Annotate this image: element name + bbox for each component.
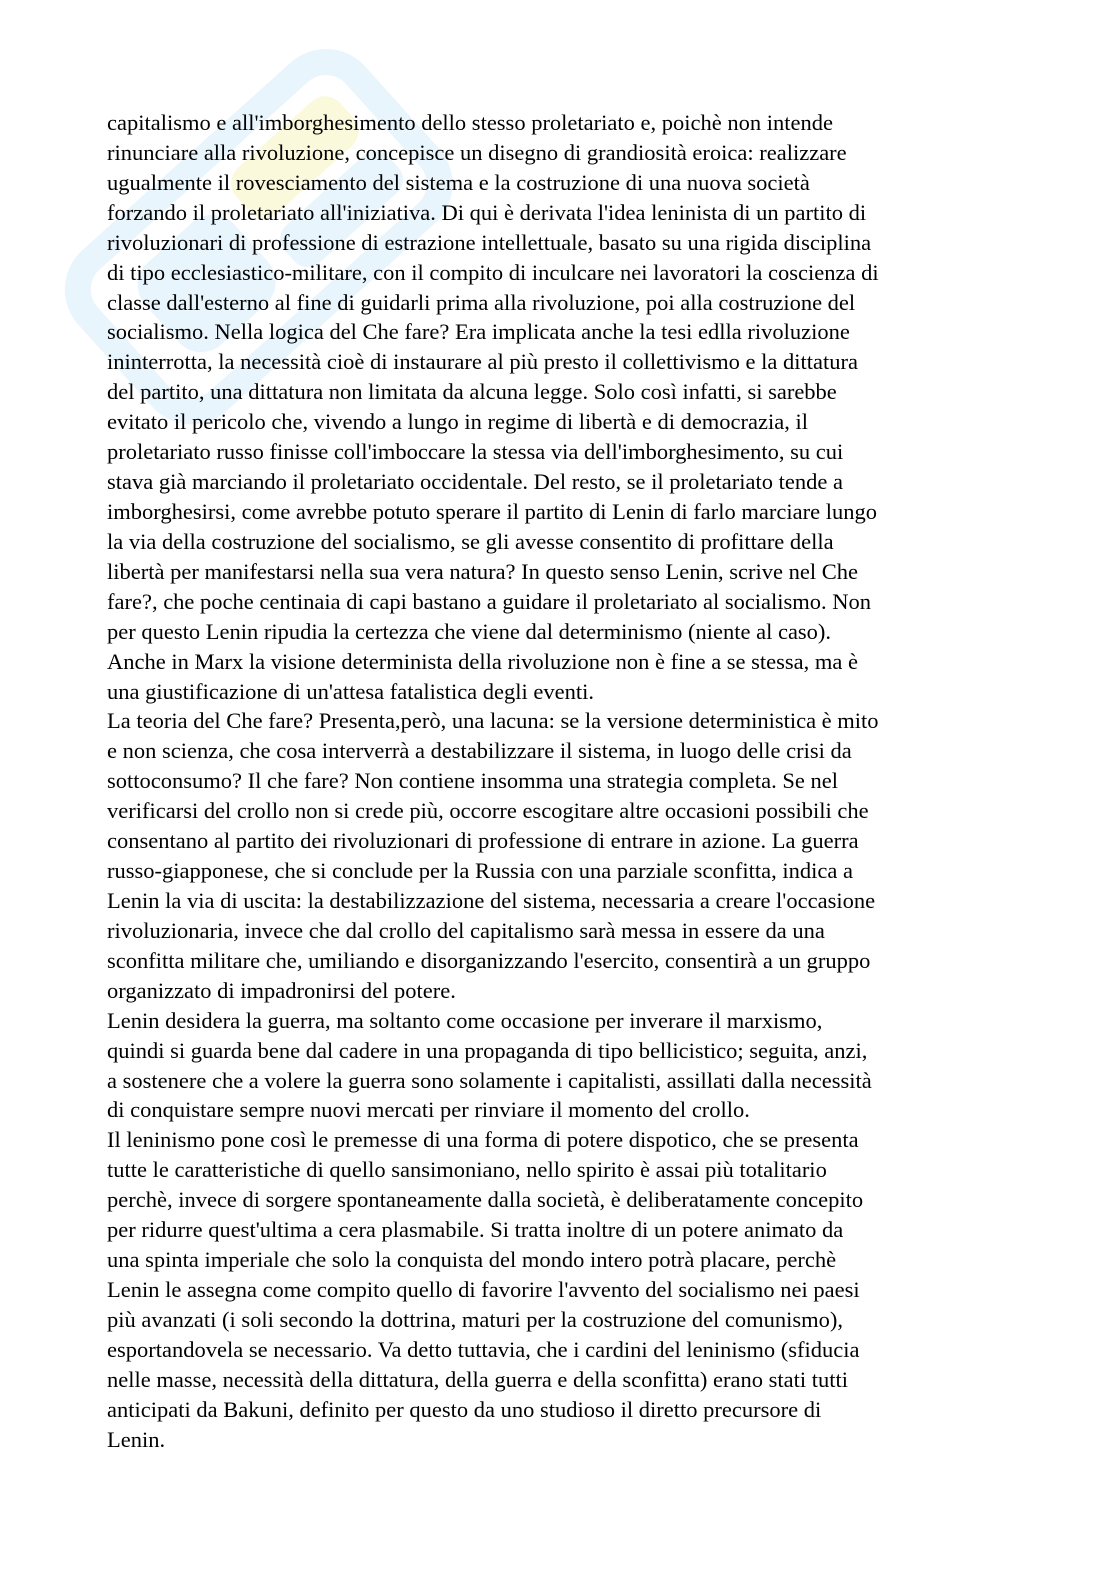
paragraph	[107, 1125, 1067, 1454]
text-line: evitato il pericolo che, vivendo a lungo in regime di libertà e di democrazia, il	[107, 409, 809, 435]
text-line: più avanzati (i soli secondo la dottrina, maturi per la costruzione del comunismo),	[107, 1306, 844, 1332]
text-line: una spinta imperiale che solo la conquista del mondo intero potrà placare, perchè	[107, 1247, 837, 1273]
text-line: la via della costruzione del socialismo, se gli avesse consentito di profittare della	[107, 528, 834, 554]
text-line: ugualmente il rovesciamento del sistema e la costruzione di una nuova società	[107, 169, 810, 195]
text-line: di conquistare sempre nuovi mercati per rinviare il momento del crollo.	[107, 1097, 750, 1123]
text-line: per ridurre quest'ultima a cera plasmabile. Si tratta inoltre di un potere animato da	[107, 1217, 844, 1243]
text-line: perchè, invece di sorgere spontaneamente dalla società, è deliberatamente concepito	[107, 1187, 864, 1213]
text-line: sconfitta militare che, umiliando e disorganizzando l'esercito, consentirà a un gruppo	[107, 947, 871, 973]
paragraph	[107, 706, 1067, 1005]
text-line: libertà per manifestarsi nella sua vera natura? In questo senso Lenin, scrive nel Che	[107, 558, 858, 584]
text-line: russo-giapponese, che si conclude per la Russia con una parziale sconfitta, indica a	[107, 858, 853, 884]
text-line: rinunciare alla rivoluzione, concepisce un disegno di grandiosità eroica: realizzare	[107, 139, 847, 165]
text-line: proletariato russo finisse coll'imboccare la stessa via dell'imborghesimento, su cui	[107, 439, 844, 465]
text-line: forzando il proletariato all'iniziativa. Di qui è derivata l'idea leninista di un partito di	[107, 199, 867, 225]
text-line: e non scienza, che cosa interverrà a destabilizzare il sistema, in luogo delle crisi da	[107, 738, 852, 764]
text-line: tutte le caratteristiche di quello sansimoniano, nello spirito è assai più totalitario	[107, 1157, 827, 1183]
paragraph	[107, 108, 1067, 706]
text-line: anticipati da Bakuni, definito per questo da uno studioso il diretto precursore di	[107, 1396, 822, 1422]
text-line: consentano al partito dei rivoluzionari di professione di entrare in azione. La guerra	[107, 828, 859, 854]
text-line: sottoconsumo? Il che fare? Non contiene insomma una strategia completa. Se nel	[107, 768, 839, 794]
text-line: Lenin desidera la guerra, ma soltanto come occasione per inverare il marxismo,	[107, 1007, 823, 1033]
text-line: imborghesirsi, come avrebbe potuto sperare il partito di Lenin di farlo marciare lungo	[107, 498, 877, 524]
text-line: stava già marciando il proletariato occidentale. Del resto, se il proletariato tende a	[107, 469, 843, 495]
text-line: Lenin le assegna come compito quello di favorire l'avvento del socialismo nei paesi	[107, 1276, 860, 1302]
text-line: a sostenere che a volere la guerra sono solamente i capitalisti, assillati dalla necessità	[107, 1067, 872, 1093]
text-line: per questo Lenin ripudia la certezza che viene dal determinismo (niente al caso).	[107, 618, 832, 644]
text-line: quindi si guarda bene dal cadere in una propaganda di tipo bellicistico; seguita, anzi,	[107, 1037, 868, 1063]
text-line: Lenin.	[107, 1426, 166, 1452]
text-line: una giustificazione di un'attesa fatalistica degli eventi.	[107, 678, 595, 704]
text-line: verificarsi del crollo non si crede più, occorre escogitare altre occasioni possibili che	[107, 798, 869, 824]
text-line: Il leninismo pone così le premesse di una forma di potere dispotico, che se presenta	[107, 1127, 859, 1153]
text-line: di tipo ecclesiastico-militare, con il compito di inculcare nei lavoratori la coscienza di	[107, 259, 879, 285]
text-line: rivoluzionaria, invece che dal crollo del capitalismo sarà messa in essere da una	[107, 917, 825, 943]
text-line: esportandovela se necessario. Va detto tuttavia, che i cardini del leninismo (sfiducia	[107, 1336, 860, 1362]
text-line: classe dall'esterno al fine di guidarli prima alla rivoluzione, poi alla costruzione del	[107, 289, 856, 315]
text-line: rivoluzionari di professione di estrazione intellettuale, basato su una rigida disciplina	[107, 229, 872, 255]
text-line: Anche in Marx la visione determinista della rivoluzione non è fine a se stessa, ma è	[107, 648, 859, 674]
text-line: La teoria del Che fare? Presenta,però, una lacuna: se la versione deterministica è mito	[107, 708, 879, 734]
text-line: socialismo. Nella logica del Che fare? Era implicata anche la tesi edlla rivoluzione	[107, 319, 850, 345]
paragraph	[107, 1006, 1067, 1126]
text-line: Lenin la via di uscita: la destabilizzazione del sistema, necessaria a creare l'occasione	[107, 887, 876, 913]
text-line: fare?, che poche centinaia di capi bastano a guidare il proletariato al socialismo. Non	[107, 588, 872, 614]
text-line: nelle masse, necessità della dittatura, della guerra e della sconfitta) erano stati tutti	[107, 1366, 848, 1392]
document-body-text	[107, 108, 1067, 1454]
text-line: del partito, una dittatura non limitata da alcuna legge. Solo così infatti, si sarebbe	[107, 379, 837, 405]
text-line: ininterrotta, la necessità cioè di instaurare al più presto il collettivismo e la dittatura	[107, 349, 859, 375]
text-line: organizzato di impadronirsi del potere.	[107, 977, 456, 1003]
text-line: capitalismo e all'imborghesimento dello stesso proletariato e, poichè non intende	[107, 110, 833, 135]
